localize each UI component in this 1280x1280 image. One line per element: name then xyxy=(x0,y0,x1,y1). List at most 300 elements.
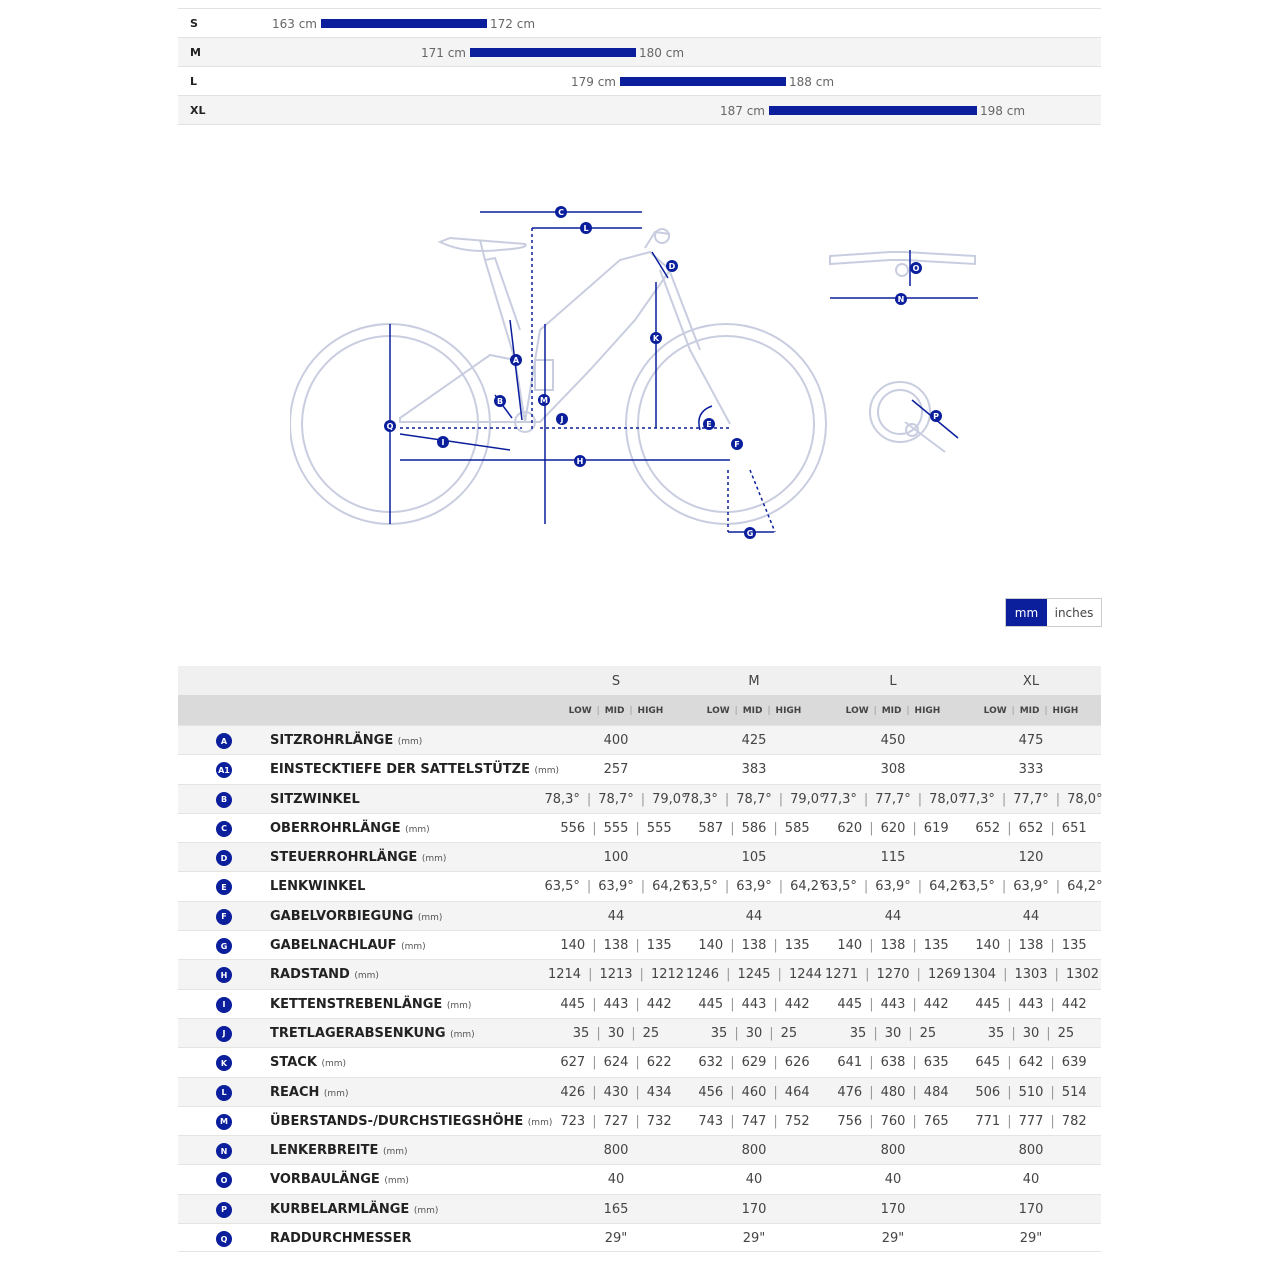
table-cell-value: 743 xyxy=(698,1113,724,1129)
table-cell-value: 756 xyxy=(837,1113,863,1129)
position-header-row xyxy=(178,695,1101,725)
svg-text:O: O xyxy=(912,264,920,273)
table-cell-value: 63,5° xyxy=(959,879,995,895)
svg-text:B: B xyxy=(496,397,504,406)
table-cell-value: 760 xyxy=(880,1113,906,1129)
table-row xyxy=(178,1135,1101,1164)
size-row xyxy=(178,37,1101,66)
row-label: SITZROHRLÄNGE (mm) xyxy=(270,733,423,748)
row-unit: (mm) xyxy=(384,1176,409,1187)
table-cell: 78,3° | 78,7° | 79,0° xyxy=(544,791,688,807)
table-cell-value: 747 xyxy=(741,1113,767,1129)
position-label: HIGH xyxy=(637,706,664,716)
table-cell: 77,3° | 77,7° | 78,0° xyxy=(821,791,965,807)
table-cell-value: 140 xyxy=(837,938,863,954)
table-cell-value: 624 xyxy=(603,1055,629,1071)
row-unit: (mm) xyxy=(421,854,447,865)
size-min-height: 179 cm xyxy=(570,75,616,89)
position-header: LOW | MID | HIGH xyxy=(706,706,802,716)
table-row xyxy=(178,725,1101,754)
table-cell: 652 | 652 | 651 xyxy=(975,820,1087,836)
row-label: STACK (mm) xyxy=(270,1055,346,1071)
table-cell-value: 170 xyxy=(1018,1201,1044,1217)
table-cell-value: 115 xyxy=(880,850,906,866)
table-cell-value: 64,2° xyxy=(1067,879,1103,895)
position-label: LOW xyxy=(706,706,730,716)
table-cell-value: 442 xyxy=(923,996,949,1012)
size-range-bar xyxy=(769,106,977,115)
table-cell-value: 443 xyxy=(880,996,906,1012)
svg-text:P: P xyxy=(933,412,939,421)
table-cell: 63,5° | 63,9° | 64,2° xyxy=(821,879,965,895)
table-cell xyxy=(824,1231,962,1246)
table-cell xyxy=(962,733,1100,748)
unit-mm-button[interactable]: mm xyxy=(1006,599,1047,626)
table-cell-value: 25 xyxy=(780,1025,798,1041)
table-cell-value: 30 xyxy=(1022,1025,1040,1041)
table-cell-value: 77,7° xyxy=(1013,791,1049,807)
row-key-badge: D xyxy=(216,850,232,866)
size-max-height: 172 cm xyxy=(490,17,536,31)
table-cell-value: 510 xyxy=(1018,1084,1044,1100)
table-cell-value: 77,3° xyxy=(959,791,995,807)
table-cell-value: 800 xyxy=(741,1143,767,1159)
table-cell-value: 620 xyxy=(880,820,906,836)
geometry-table xyxy=(178,666,1101,1252)
table-cell-value: 64,2° xyxy=(790,879,826,895)
row-unit: (mm) xyxy=(354,971,379,982)
table-cell-value: 442 xyxy=(1061,996,1087,1012)
table-cell-value: 63,5° xyxy=(682,879,718,895)
table-cell-value: 464 xyxy=(784,1084,810,1100)
table-cell-value: 29" xyxy=(604,1231,628,1247)
row-unit: (mm) xyxy=(446,1000,472,1011)
table-cell xyxy=(685,762,823,777)
table-row xyxy=(178,1194,1101,1223)
table-cell: 1246 | 1245 | 1244 xyxy=(685,967,823,983)
table-cell-value: 777 xyxy=(1018,1113,1044,1129)
position-label: LOW xyxy=(845,706,869,716)
table-cell-value: 585 xyxy=(784,820,810,836)
table-cell-value: 25 xyxy=(1057,1025,1075,1041)
table-cell-value: 1271 xyxy=(824,967,859,983)
table-cell-value: 480 xyxy=(880,1084,906,1100)
svg-text:I: I xyxy=(441,438,445,447)
table-cell-value: 1302 xyxy=(1065,967,1100,983)
table-cell-value: 641 xyxy=(837,1055,863,1071)
table-cell-value: 44 xyxy=(884,908,902,924)
table-cell-value: 257 xyxy=(603,762,629,778)
svg-text:N: N xyxy=(897,295,905,304)
table-cell-value: 30 xyxy=(607,1025,625,1041)
table-cell xyxy=(962,1143,1100,1158)
table-cell-value: 77,3° xyxy=(821,791,857,807)
table-cell-value: 138 xyxy=(880,938,906,954)
table-cell xyxy=(962,909,1100,924)
table-cell xyxy=(685,850,823,865)
table-cell: 63,5° | 63,9° | 64,2° xyxy=(682,879,826,895)
table-cell-value: 35 xyxy=(572,1025,590,1041)
table-cell: 771 | 777 | 782 xyxy=(975,1113,1087,1129)
size-row xyxy=(178,66,1101,95)
svg-text:G: G xyxy=(746,529,754,538)
table-cell-value: 1269 xyxy=(927,967,962,983)
table-cell: 63,5° | 63,9° | 64,2° xyxy=(544,879,688,895)
table-cell: 645 | 642 | 639 xyxy=(975,1055,1087,1071)
row-label: RADDURCHMESSER xyxy=(270,1231,412,1247)
row-key-badge: J xyxy=(216,1026,232,1042)
size-label: S xyxy=(190,17,198,30)
position-header: LOW | MID | HIGH xyxy=(568,706,664,716)
table-cell-value: 456 xyxy=(698,1084,724,1100)
table-cell-value: 445 xyxy=(837,996,863,1012)
table-cell xyxy=(547,762,685,777)
table-cell xyxy=(547,1172,685,1187)
table-cell-value: 732 xyxy=(646,1113,672,1129)
position-label: MID xyxy=(604,706,625,716)
table-cell: 140 | 138 | 135 xyxy=(837,938,949,954)
table-cell-value: 652 xyxy=(975,820,1001,836)
table-cell-value: 587 xyxy=(698,820,724,836)
table-cell-value: 78,0° xyxy=(929,791,965,807)
size-row xyxy=(178,8,1101,37)
unit-toggle xyxy=(1005,598,1102,627)
table-cell xyxy=(547,1231,685,1246)
table-cell-value: 79,0° xyxy=(652,791,688,807)
table-cell-value: 484 xyxy=(923,1084,949,1100)
table-cell-value: 170 xyxy=(741,1201,767,1217)
table-cell-value: 506 xyxy=(975,1084,1001,1100)
table-cell-value: 1304 xyxy=(962,967,997,983)
table-cell xyxy=(824,762,962,777)
table-cell: 445 | 443 | 442 xyxy=(560,996,672,1012)
table-cell: 743 | 747 | 752 xyxy=(698,1113,810,1129)
table-cell: 1271 | 1270 | 1269 xyxy=(824,967,962,983)
table-cell-value: 727 xyxy=(603,1113,629,1129)
table-cell-value: 425 xyxy=(741,733,767,748)
table-cell-value: 632 xyxy=(698,1055,724,1071)
size-range-bar xyxy=(321,19,487,28)
row-label: LENKERBREITE (mm) xyxy=(270,1143,408,1159)
table-cell: 426 | 430 | 434 xyxy=(560,1084,672,1100)
position-label: HIGH xyxy=(914,706,941,716)
table-cell-value: 40 xyxy=(745,1172,763,1188)
table-cell-value: 652 xyxy=(1018,820,1044,836)
table-cell-value: 622 xyxy=(646,1055,672,1071)
table-cell-value: 430 xyxy=(603,1084,629,1100)
row-key-badge: H xyxy=(216,967,232,983)
table-cell-value: 165 xyxy=(603,1201,629,1217)
row-label: VORBAULÄNGE (mm) xyxy=(270,1172,409,1188)
size-column-header: L xyxy=(889,674,897,689)
table-cell xyxy=(547,733,685,748)
table-cell-value: 723 xyxy=(560,1113,586,1129)
table-cell-value: 1214 xyxy=(547,967,582,983)
size-min-height: 171 cm xyxy=(420,46,466,60)
table-row xyxy=(178,989,1101,1018)
table-cell xyxy=(547,1202,685,1217)
table-cell: 35 | 30 | 25 xyxy=(572,1025,660,1041)
table-cell-value: 1245 xyxy=(737,967,771,983)
table-cell-value: 445 xyxy=(975,996,1001,1012)
table-cell-value: 40 xyxy=(884,1172,902,1188)
table-cell: 1304 | 1303 | 1302 xyxy=(962,967,1100,983)
row-key-badge: A xyxy=(216,733,232,749)
table-cell-value: 77,7° xyxy=(875,791,911,807)
row-unit: (mm) xyxy=(527,1117,553,1128)
table-cell xyxy=(824,1202,962,1217)
table-cell: 140 | 138 | 135 xyxy=(698,938,810,954)
table-cell xyxy=(685,733,823,748)
table-cell xyxy=(962,1231,1100,1246)
table-cell-value: 135 xyxy=(646,938,672,954)
table-cell-value: 100 xyxy=(603,850,629,866)
row-key-badge: Q xyxy=(216,1231,232,1247)
table-row xyxy=(178,1106,1101,1135)
table-cell xyxy=(962,1172,1100,1187)
size-row xyxy=(178,95,1101,125)
bike-geometry-diagram xyxy=(290,190,990,550)
table-cell: 63,5° | 63,9° | 64,2° xyxy=(959,879,1103,895)
row-unit: (mm) xyxy=(321,1059,346,1070)
table-cell-value: 44 xyxy=(607,908,625,924)
table-cell-value: 135 xyxy=(1061,938,1087,954)
row-unit: (mm) xyxy=(401,942,426,953)
table-cell-value: 40 xyxy=(607,1172,625,1188)
table-cell: 35 | 30 | 25 xyxy=(987,1025,1075,1041)
table-cell-value: 443 xyxy=(1018,996,1044,1012)
row-label: OBERROHRLÄNGE (mm) xyxy=(270,820,430,836)
table-cell-value: 443 xyxy=(741,996,767,1012)
table-row xyxy=(178,1077,1101,1106)
table-cell-value: 445 xyxy=(560,996,586,1012)
table-cell-value: 78,3° xyxy=(544,791,580,807)
table-cell-value: 44 xyxy=(1022,908,1040,924)
row-key-badge: K xyxy=(216,1055,232,1071)
row-label: SITZWINKEL xyxy=(270,791,360,807)
size-column-header: M xyxy=(748,674,760,689)
table-cell xyxy=(685,1231,823,1246)
table-cell xyxy=(824,733,962,748)
row-label: EINSTECKTIEFE DER SATTELSTÜTZE (mm) xyxy=(270,762,560,778)
table-cell-value: 1213 xyxy=(599,967,633,983)
table-cell xyxy=(547,909,685,924)
size-header-row xyxy=(178,666,1101,695)
table-cell: 632 | 629 | 626 xyxy=(698,1055,810,1071)
table-cell-value: 138 xyxy=(741,938,767,954)
size-label: M xyxy=(190,46,201,59)
size-chart xyxy=(178,8,1101,125)
table-cell: 587 | 586 | 585 xyxy=(698,820,810,836)
row-label: REACH (mm) xyxy=(270,1084,349,1100)
position-label: MID xyxy=(881,706,902,716)
table-cell: 35 | 30 | 25 xyxy=(710,1025,798,1041)
table-cell xyxy=(962,1202,1100,1217)
table-cell-value: 78,7° xyxy=(736,791,772,807)
row-unit: (mm) xyxy=(450,1029,475,1040)
table-cell-value: 63,5° xyxy=(821,879,857,895)
size-label: L xyxy=(190,75,198,88)
position-label: MID xyxy=(742,706,763,716)
position-label: LOW xyxy=(568,706,592,716)
size-max-height: 198 cm xyxy=(980,104,1026,118)
table-cell-value: 1246 xyxy=(685,967,720,983)
table-cell-value: 63,9° xyxy=(1013,879,1049,895)
table-cell xyxy=(824,850,962,865)
table-cell-value: 170 xyxy=(880,1201,906,1217)
row-label: RADSTAND (mm) xyxy=(270,967,379,983)
table-cell-value: 450 xyxy=(880,733,906,748)
svg-text:E: E xyxy=(706,420,712,429)
table-cell-value: 400 xyxy=(603,733,629,748)
svg-text:Q: Q xyxy=(386,422,394,431)
table-cell-value: 140 xyxy=(560,938,586,954)
row-key-badge: G xyxy=(216,938,232,954)
position-label: MID xyxy=(1019,706,1040,716)
row-unit: (mm) xyxy=(534,766,560,777)
table-cell-value: 514 xyxy=(1061,1084,1087,1100)
table-cell-value: 63,5° xyxy=(544,879,580,895)
row-unit: (mm) xyxy=(405,824,430,835)
table-cell: 641 | 638 | 635 xyxy=(837,1055,949,1071)
row-key-badge: O xyxy=(216,1172,232,1188)
table-cell-value: 29" xyxy=(881,1231,905,1247)
table-cell: 78,3° | 78,7° | 79,0° xyxy=(682,791,826,807)
table-cell-value: 442 xyxy=(784,996,810,1012)
table-row xyxy=(178,1223,1101,1252)
table-cell-value: 140 xyxy=(975,938,1001,954)
svg-text:A: A xyxy=(512,356,520,365)
row-key-badge: C xyxy=(216,821,232,837)
table-cell-value: 635 xyxy=(923,1055,949,1071)
table-cell: 140 | 138 | 135 xyxy=(975,938,1087,954)
size-min-height: 163 cm xyxy=(271,17,317,31)
table-cell xyxy=(547,850,685,865)
size-min-height: 187 cm xyxy=(719,104,765,118)
table-cell-value: 40 xyxy=(1022,1172,1040,1188)
table-cell xyxy=(824,1172,962,1187)
table-cell-value: 79,0° xyxy=(790,791,826,807)
position-label: LOW xyxy=(983,706,1007,716)
row-unit: (mm) xyxy=(323,1088,349,1099)
position-header: LOW | MID | HIGH xyxy=(845,706,941,716)
table-cell-value: 135 xyxy=(923,938,949,954)
table-row xyxy=(178,930,1101,959)
table-cell-value: 105 xyxy=(741,850,767,866)
table-cell: 445 | 443 | 442 xyxy=(837,996,949,1012)
table-cell: 77,3° | 77,7° | 78,0° xyxy=(959,791,1103,807)
table-cell-value: 555 xyxy=(646,820,672,836)
table-cell-value: 140 xyxy=(698,938,724,954)
size-range-bar xyxy=(620,77,786,86)
table-cell-value: 645 xyxy=(975,1055,1001,1071)
table-cell: 35 | 30 | 25 xyxy=(849,1025,937,1041)
table-cell-value: 771 xyxy=(975,1113,1001,1129)
row-unit: (mm) xyxy=(417,912,443,923)
table-cell-value: 35 xyxy=(987,1025,1005,1041)
position-header: LOW | MID | HIGH xyxy=(983,706,1079,716)
row-label: KETTENSTREBENLÄNGE (mm) xyxy=(270,996,472,1012)
size-label: XL xyxy=(190,104,206,117)
table-cell: 723 | 727 | 732 xyxy=(560,1113,672,1129)
position-label: HIGH xyxy=(775,706,802,716)
table-cell: 445 | 443 | 442 xyxy=(975,996,1087,1012)
table-cell-value: 1212 xyxy=(650,967,685,983)
table-cell-value: 752 xyxy=(784,1113,810,1129)
table-cell xyxy=(824,1143,962,1158)
table-cell xyxy=(685,1172,823,1187)
table-cell-value: 64,2° xyxy=(929,879,965,895)
table-cell: 756 | 760 | 765 xyxy=(837,1113,949,1129)
table-cell-value: 642 xyxy=(1018,1055,1044,1071)
table-cell-value: 30 xyxy=(745,1025,763,1041)
table-cell-value: 35 xyxy=(849,1025,867,1041)
table-cell-value: 434 xyxy=(646,1084,672,1100)
table-cell xyxy=(685,909,823,924)
row-key-badge: L xyxy=(216,1085,232,1101)
table-cell-value: 442 xyxy=(646,996,672,1012)
table-cell: 456 | 460 | 464 xyxy=(698,1084,810,1100)
table-cell-value: 44 xyxy=(745,908,763,924)
table-cell-value: 476 xyxy=(837,1084,863,1100)
table-cell-value: 35 xyxy=(710,1025,728,1041)
table-cell-value: 639 xyxy=(1061,1055,1087,1071)
table-cell-value: 138 xyxy=(603,938,629,954)
row-key-badge: M xyxy=(216,1114,232,1130)
row-label: GABELVORBIEGUNG (mm) xyxy=(270,908,443,924)
svg-text:L: L xyxy=(583,224,589,233)
table-cell-value: 556 xyxy=(560,820,586,836)
table-cell-value: 555 xyxy=(603,820,629,836)
table-cell-value: 63,9° xyxy=(875,879,911,895)
row-key-badge: E xyxy=(216,879,232,895)
table-cell-value: 651 xyxy=(1061,820,1087,836)
row-label: ÜBERSTANDS-/DURCHSTIEGSHÖHE (mm) xyxy=(270,1113,553,1129)
row-key-badge: P xyxy=(216,1202,232,1218)
table-cell: 620 | 620 | 619 xyxy=(837,820,949,836)
table-cell-value: 308 xyxy=(880,762,906,778)
table-cell xyxy=(962,762,1100,777)
table-cell-value: 63,9° xyxy=(736,879,772,895)
table-cell-value: 800 xyxy=(1018,1143,1044,1159)
row-unit: (mm) xyxy=(382,1147,408,1158)
table-cell-value: 426 xyxy=(560,1084,586,1100)
table-cell: 140 | 138 | 135 xyxy=(560,938,672,954)
size-max-height: 188 cm xyxy=(789,75,835,89)
unit-inches-button[interactable]: inches xyxy=(1047,599,1101,626)
table-cell-value: 765 xyxy=(923,1113,949,1129)
size-column-header: S xyxy=(611,674,621,689)
table-cell: 556 | 555 | 555 xyxy=(560,820,672,836)
table-cell-value: 460 xyxy=(741,1084,767,1100)
position-label: HIGH xyxy=(1052,706,1079,716)
table-cell-value: 138 xyxy=(1018,938,1044,954)
row-key-badge: F xyxy=(216,909,232,925)
row-label: KURBELARMLÄNGE (mm) xyxy=(270,1201,439,1217)
table-cell: 506 | 510 | 514 xyxy=(975,1084,1087,1100)
row-key-badge: N xyxy=(216,1143,232,1159)
size-column-header: XL xyxy=(1022,674,1040,689)
row-key-badge: B xyxy=(216,792,232,808)
svg-text:M: M xyxy=(540,396,548,405)
table-cell-value: 620 xyxy=(837,820,863,836)
table-cell-value: 78,3° xyxy=(682,791,718,807)
table-cell: 476 | 480 | 484 xyxy=(837,1084,949,1100)
row-label: TRETLAGERABSENKUNG (mm) xyxy=(270,1025,475,1041)
table-cell-value: 135 xyxy=(784,938,810,954)
table-cell-value: 800 xyxy=(603,1143,629,1159)
table-cell-value: 25 xyxy=(919,1025,937,1041)
